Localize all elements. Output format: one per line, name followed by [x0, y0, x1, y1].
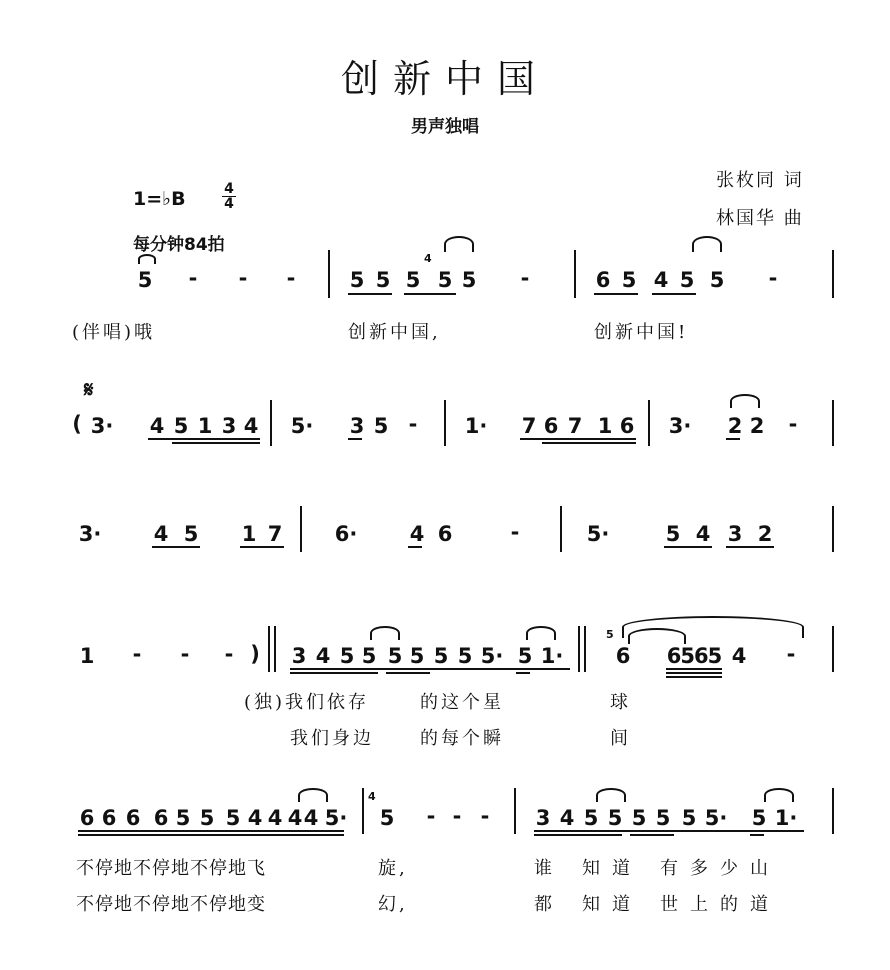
- grace-note: 4: [368, 790, 376, 803]
- note: 5: [583, 806, 599, 830]
- key-signature: 1=♭B: [133, 188, 186, 210]
- note: 4: [409, 522, 425, 546]
- lyric: 不停地不停地不停地变: [76, 894, 266, 915]
- barline: [832, 506, 834, 552]
- dash: -: [768, 266, 778, 290]
- note: 4: [153, 522, 169, 546]
- dash: -: [238, 266, 248, 290]
- time-bottom: 4: [222, 196, 236, 211]
- lyric: 不停地不停地不停地飞: [76, 858, 266, 879]
- note: 4: [303, 806, 319, 830]
- beam: [726, 438, 740, 440]
- dash: -: [188, 266, 198, 290]
- grace-note: 4: [424, 252, 432, 265]
- lyric: 世上的道: [660, 894, 780, 915]
- tie: [370, 626, 400, 640]
- beam: [240, 546, 284, 548]
- note: 5: [339, 644, 355, 668]
- barline: [270, 400, 272, 446]
- subtitle: 男声独唱: [411, 117, 479, 137]
- note: 5: [173, 414, 189, 438]
- note: 5·: [480, 644, 504, 668]
- note: 5·: [290, 414, 314, 438]
- note: 5: [137, 268, 153, 292]
- note: 5: [199, 806, 215, 830]
- note: 3: [221, 414, 237, 438]
- note: 4: [731, 644, 747, 668]
- note: 5: [631, 806, 647, 830]
- note: 2: [749, 414, 765, 438]
- note: 3·: [78, 522, 102, 546]
- paren: (: [72, 412, 82, 436]
- dash: -: [426, 804, 436, 828]
- note: 6: [615, 644, 631, 668]
- note: 5: [349, 268, 365, 292]
- note: 5: [655, 806, 671, 830]
- tie: [730, 394, 760, 408]
- tie: [444, 236, 474, 252]
- barline: [574, 250, 576, 298]
- tie: [628, 628, 686, 644]
- tie: [298, 788, 328, 802]
- beam: [290, 668, 570, 670]
- lyric: 我们身边: [290, 728, 374, 749]
- dash: -: [788, 412, 798, 436]
- beam: [666, 668, 722, 670]
- lyric: (独)我们依存: [244, 692, 370, 713]
- note: 5: [409, 644, 425, 668]
- note: 5: [679, 268, 695, 292]
- barline: [514, 788, 516, 834]
- note: 2: [757, 522, 773, 546]
- fermata: [138, 254, 156, 264]
- lyric: 球: [610, 692, 631, 713]
- barline: [362, 788, 364, 834]
- beam: [408, 546, 422, 548]
- lyric: 旋,: [378, 858, 408, 879]
- note: 6: [595, 268, 611, 292]
- note: 5·: [586, 522, 610, 546]
- barline: [268, 626, 270, 672]
- note: 5: [621, 268, 637, 292]
- beam: [348, 438, 362, 440]
- beam: [386, 672, 430, 674]
- beam: [404, 293, 456, 295]
- note: 5: [379, 806, 395, 830]
- beam: [348, 293, 392, 295]
- barline: [832, 788, 834, 834]
- dash: -: [132, 642, 142, 666]
- note: 5: [433, 644, 449, 668]
- barline: [832, 400, 834, 446]
- dash: -: [180, 642, 190, 666]
- note: 4: [243, 414, 259, 438]
- note: 5: [373, 414, 389, 438]
- beam: [542, 442, 636, 444]
- note: 3·: [90, 414, 114, 438]
- lyric: 间: [610, 728, 631, 749]
- page-title: 创新中国: [340, 57, 549, 101]
- barline: [300, 506, 302, 552]
- barline: [648, 400, 650, 446]
- note: 3·: [668, 414, 692, 438]
- beam: [726, 546, 774, 548]
- lyric: 都: [534, 894, 555, 915]
- beam: [172, 442, 260, 444]
- barline: [832, 250, 834, 298]
- note: 5: [457, 644, 473, 668]
- beam: [666, 672, 722, 674]
- note: 3: [291, 644, 307, 668]
- lyric: 谁: [534, 858, 555, 879]
- note: 7: [567, 414, 583, 438]
- beam: [78, 834, 344, 836]
- tie: [764, 788, 794, 802]
- note: 3: [349, 414, 365, 438]
- note: 3: [535, 806, 551, 830]
- beam: [664, 546, 712, 548]
- note: 1: [597, 414, 613, 438]
- note: 5: [375, 268, 391, 292]
- note: 6: [125, 806, 141, 830]
- note: 7: [521, 414, 537, 438]
- note: 5: [405, 268, 421, 292]
- note: 4: [315, 644, 331, 668]
- note: 4: [267, 806, 283, 830]
- note: 1: [241, 522, 257, 546]
- segno-sign: 𝄋: [84, 378, 94, 403]
- note: 5: [175, 806, 191, 830]
- note: 5: [225, 806, 241, 830]
- note: 5: [751, 806, 767, 830]
- beam: [534, 834, 622, 836]
- note: 5: [387, 644, 403, 668]
- beam: [520, 438, 636, 440]
- dash: -: [224, 642, 234, 666]
- beam: [666, 676, 722, 678]
- time-top: 4: [224, 181, 234, 197]
- note: 6: [543, 414, 559, 438]
- dash: -: [408, 412, 418, 436]
- note: 3: [727, 522, 743, 546]
- note: 6·: [334, 522, 358, 546]
- note: 5·: [324, 806, 348, 830]
- lyric: 创新中国!: [594, 322, 689, 343]
- note: 5: [709, 268, 725, 292]
- dash: -: [510, 520, 520, 544]
- barline: [578, 626, 580, 672]
- note: 1: [79, 644, 95, 668]
- note: 5: [183, 522, 199, 546]
- beam: [630, 834, 674, 836]
- tempo-marking: 每分钟84拍: [133, 235, 225, 255]
- beam: [78, 830, 344, 832]
- time-signature: [222, 182, 236, 211]
- note: 1·: [464, 414, 488, 438]
- note: 6: [619, 414, 635, 438]
- note: 1: [197, 414, 213, 438]
- tie: [596, 788, 626, 802]
- note: 1·: [774, 806, 798, 830]
- note: 5: [681, 806, 697, 830]
- barline: [584, 626, 586, 672]
- note: 5: [607, 806, 623, 830]
- beam: [290, 672, 378, 674]
- note: 5: [517, 644, 533, 668]
- note: 4: [149, 414, 165, 438]
- beam: [148, 438, 260, 440]
- note: 2: [727, 414, 743, 438]
- tie: [526, 626, 556, 640]
- note: 7: [267, 522, 283, 546]
- lyric: (伴唱)哦: [72, 322, 156, 343]
- beam: [516, 672, 530, 674]
- note: 4: [695, 522, 711, 546]
- note: 5: [461, 268, 477, 292]
- note: 6: [101, 806, 117, 830]
- note: 4: [653, 268, 669, 292]
- note: 6: [79, 806, 95, 830]
- lyric: 有多少山: [660, 858, 780, 879]
- tie: [692, 236, 722, 252]
- note: 6: [153, 806, 169, 830]
- note: 4: [287, 806, 303, 830]
- paren: ): [250, 642, 260, 666]
- note: 5: [361, 644, 377, 668]
- barline: [560, 506, 562, 552]
- dash: -: [520, 266, 530, 290]
- barline: [274, 626, 276, 672]
- lyric: 知道: [582, 858, 642, 879]
- note: 5: [665, 522, 681, 546]
- beam: [652, 293, 696, 295]
- note: 4: [247, 806, 263, 830]
- composer-credit: 林国华 曲: [716, 208, 804, 229]
- lyric: 的这个星: [420, 692, 504, 713]
- lyric: 创新中国,: [348, 322, 441, 343]
- note: 1·: [540, 644, 564, 668]
- beam: [534, 830, 804, 832]
- barline: [444, 400, 446, 446]
- dash: -: [452, 804, 462, 828]
- note: 5·: [704, 806, 728, 830]
- dash: -: [786, 642, 796, 666]
- lyric: 的每个瞬: [420, 728, 504, 749]
- beam: [152, 546, 200, 548]
- note: 5: [437, 268, 453, 292]
- lyricist-credit: 张枚同 词: [716, 170, 804, 191]
- note: 4: [559, 806, 575, 830]
- barline: [832, 626, 834, 672]
- barline: [328, 250, 330, 298]
- note-group: 6565: [666, 644, 722, 668]
- dash: -: [480, 804, 490, 828]
- beam: [750, 834, 764, 836]
- beam: [594, 293, 638, 295]
- grace-note: 5: [606, 628, 614, 641]
- lyric: 幻,: [378, 894, 408, 915]
- note: 6: [437, 522, 453, 546]
- lyric: 知道: [582, 894, 642, 915]
- dash: -: [286, 266, 296, 290]
